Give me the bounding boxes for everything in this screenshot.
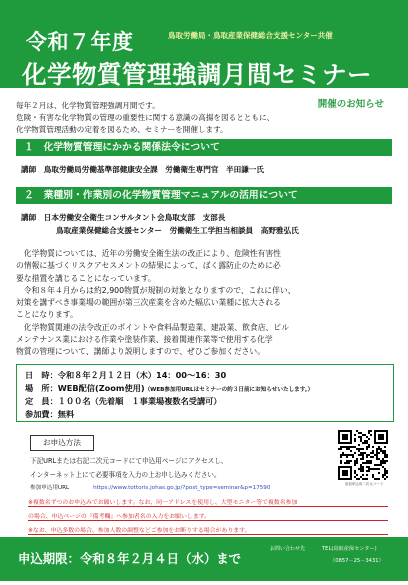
- apply-instructions: [30, 454, 322, 482]
- event-date: 日 時：令和８年２月１２日（木）14：00～16：30: [25, 370, 227, 380]
- body-text: [16, 248, 394, 359]
- event-info-box: [16, 364, 394, 422]
- warning-line-1: ※複数名ずつのお申込みでお願いします。なお、同一アドレスを使用し、大型モニター等で複数名参加: [28, 500, 298, 506]
- body-line: ことになります。: [16, 310, 78, 320]
- qr-code-icon[interactable]: [338, 430, 388, 480]
- body-line: 要な措置を講じることになっています。: [16, 273, 156, 283]
- warning-line-2: の場合、申込ページの『備考欄』へ参加者名の入力をお願いします。: [28, 514, 211, 520]
- header-banner: [0, 0, 408, 88]
- intro-line: 毎年２月は、化学物質管理強調月間です。: [16, 101, 160, 110]
- event-capacity: 定 員：１００名（先着順 １事業場複数名受講可）: [25, 396, 222, 406]
- apply-url-label: 参加申込用URL: [30, 485, 70, 491]
- intro-text: [16, 100, 392, 136]
- body-line: の情報に基づくリスクアセスメントの結果によって、ばく露防止のために必: [16, 261, 281, 271]
- body-line: 化学物質については、近年の労働安全衛生法の改正により、危険性有害性: [16, 249, 281, 258]
- apply-url-row: [30, 483, 270, 491]
- section-2-title: ２ 業種別・作業別の化学物質管理マニュアルの活用について: [16, 187, 392, 204]
- title-year: 令和７年度: [26, 30, 134, 54]
- body-line: 物質の管理について、講師より説明しますので、ぜひご参加ください。: [16, 347, 266, 357]
- warning-underline: [28, 520, 388, 521]
- notice-label: 開催のお知らせ: [317, 99, 384, 110]
- event-place-main: 場 所：WEB配信(Zoom使用): [25, 383, 145, 393]
- body-line: メンテナンス業における作業や塗装作業、接着関連作業等で使用する化学: [16, 335, 273, 345]
- application-deadline: 申込期限：令和８年２月４日（水）まで: [18, 551, 242, 566]
- section-2-lecturer: 講師 日本労働安全衛生コンサルタント会鳥取支部 支部長: [21, 213, 226, 222]
- event-place: [25, 383, 313, 394]
- contact-name: TEL(鳥取産保センター): [322, 546, 377, 552]
- section-1-lecturer: 講師 鳥取労働局労働基準部健康安全課 労働衛生専門官 半田謙一氏: [21, 165, 264, 174]
- apply-line: 下記URLまたは右記二次元コードにて申込用ページにアクセスし、: [30, 457, 228, 465]
- apply-heading: お申込方法: [30, 435, 94, 451]
- intro-line: 危険・有害な化学物質の管理の重要性に関する意識の高揚を図るとともに、: [16, 113, 275, 122]
- page-title: 化学物質管理強調月間セミナー: [22, 60, 372, 89]
- footer-banner: [0, 537, 408, 581]
- body-line: 対策を講ずべき事業場の範囲が第三次産業を含めた幅広い業種に拡大される: [16, 298, 281, 308]
- apply-line: インターネット上にて必要事項を入力の上お申し込みください。: [30, 471, 221, 479]
- warning-line-3: ※なお、申込多数の場合、参加人数の調整などご参加をお断りする場合があります。: [28, 528, 251, 534]
- qr-caption: 参加申込用二次元コード: [344, 482, 384, 486]
- body-line: 令和８年４月からは約2,900物質が規制の対象となりますので、これに伴い、: [16, 285, 296, 295]
- section-1-title: １ 化学物質管理にかかる関係法令について: [16, 139, 392, 156]
- organizers: 鳥取労働局・鳥取産業保健総合支援センター共催: [168, 31, 333, 40]
- apply-url-link[interactable]: https://www.tottoris.johas.go.jp/?post_type=seminar&p=17590: [93, 485, 271, 491]
- intro-line: 化学物質管理活動の定着を図るため、セミナーを開催します。: [16, 125, 228, 134]
- warning-underline: [28, 506, 388, 507]
- section-2-lecturer-affiliation: 鳥取産業保健総合支援センター 労働衛生工学担当相談員 高野雅弘氏: [56, 226, 299, 235]
- contact-phone: （0857－25－3431）: [330, 558, 384, 564]
- event-fee: 参加費：無料: [25, 409, 75, 419]
- warning-underline: [28, 534, 388, 535]
- body-line: 化学物質関連の法令改正のポイントや食料品製造業、建設業、飲食店、ビル: [16, 322, 289, 332]
- contact-label: お問い合わせ先: [270, 546, 306, 552]
- event-place-note: （WEB参加用URLはセミナーの約３日前にお知らせいたします。）: [144, 387, 314, 393]
